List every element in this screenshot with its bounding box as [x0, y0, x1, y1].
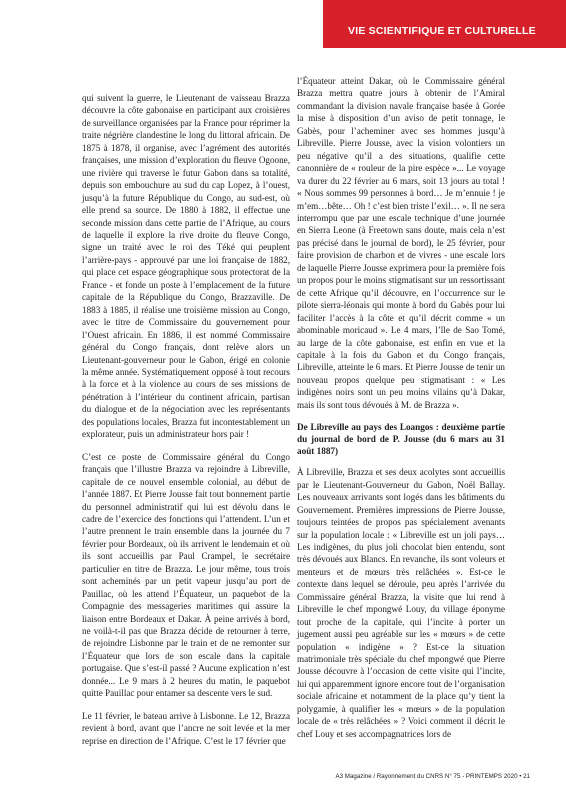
- paragraph: À Libreville, Brazza et ses deux acolytes sont accueillis par le Lieutenant-Gouverneur du Gabon, Noël Ballay. Les nouveaux arrivants sont logés dans les bâtiments du Gouvernement. Premières impressions de Pierre Jousse, toujours teintées de propos pas spécialement avenants sur la population locale : « Libreville est un joli pays… Les indigènes, du plus joli chocolat bien entendu, sont très dévoués aux Blancs. En revanche, ils sont voleurs et menteurs et de mœurs très relâchées ». Est-ce le contexte dans lequel se déroule, peu après l’arrivée du Commissaire général Brazza, la visite que lui rend à Libreville le chef mpongwé Louy, du village éponyme tout proche de la capitale, qui l’incite à porter un jugement aussi peu agréable sur les « mœurs » de cette population « indigène » ? Est-ce la situation matrimoniale très spéciale du chef mpongwé que Pierre Jousse découvre à l’occasion de cette visite qui l’incite, lui qui apparemment ignore encore tout de l’organisation sociale africaine et notamment de la place qu’y tient la polygamie, à qualifier les « mœurs » de la population locale de « très relâchées » ? Voici comment il décrit le chef Louy et ses accompagnatrices lors de: [297, 467, 505, 739]
- footer-text: A3 Magazine / Rayonnement du CNRS N° 75 - PRINTEMPS 2020 • 21: [335, 773, 530, 780]
- page-footer: [336, 773, 530, 780]
- paragraph: l’Équateur atteint Dakar, où le Commissaire général Brazza mettra quatre jours à obtenir de l’Amiral commandant la division navale française basée à Gorée la mise à disposition d’un aviso de petit tonnage, le Gabès, pour l’acheminer avec ses hommes jusqu’à Libreville. Pierre Jousse, avec la vision volontiers un peu négative qu’il a des situations, qualifie cette canonnière de « rouleur de la pire espèce »... Le voyage va durer du 22 février au 6 mars, soit 13 jours au total ! « Nous sommes 99 personnes à bord… Je m’ennuie ! je m’em…bête… Oh ! c’est bien triste l’exil… ». Il ne sera interrompu que par une escale technique d’une journée en Sierra Leone (à Freetown sans doute, mais cela n’est pas précisé dans le journal de bord), le 25 février, pour faire provision de charbon et de vivres - une escale lors de laquelle Pierre Jousse exprimera pour la première fois un propos pour le moins stigmatisant sur un ressortissant de cette Afrique qu’il découvre, en l’occurrence sur le pilote sierra-léonais qui monte à bord du Gabès pour lui faciliter l’accès à la côte et qu’il décrit comme « un abominable moricaud ». Le 4 mars, l’île de Sao Tomé, au large de la côte gabonaise, est enfin en vue et la capitale à la fois du Gabon et du Congo français, Libreville, atteinte le 6 mars. Et Pierre Jousse de tenir un nouveau propos quelque peu stigmatisant : « Les indigènes noirs sont un peu moins vilains qu’à Dakar, mais ils sont tous dévoués à M. de Brazza ».: [297, 76, 505, 410]
- right-column: [297, 75, 505, 750]
- paragraph: C’est ce poste de Commissaire général du Congo français que l’illustre Brazza va rejoindre à Libreville, capitale de ce nouvel ensemble colonial, au début de l’année 1887. Et Pierre Jousse fait tout bonnement partie du personnel administratif qui lui est dévolu dans le cadre de l’exercice des fonctions qui l’attendent. L’un et l’autre prennent le train ensemble dans la journée du 7 février pour Bordeaux, où ils arrivent le lendemain et où ils sont accueillis par Paul Crampel, le secrétaire particulier en titre de Brazza. Le jour même, tous trois sont acheminés par un petit vapeur jusqu’au port de Pauillac, où les attend l’Équateur, un paquebot de la Compagnie des messageries maritimes qui assure la liaison entre Bordeaux et Dakar. À peine arrivés à bord, ne voilà-t-il pas que Brazza décide de retourner à terre, de rejoindre Lisbonne par le train et de ne remonter sur l’Équateur que lors de son escale dans la capitale portugaise. Que s’est-il passé ? Aucune explication n’est donnée... Le 9 mars à 2 heures du matin, le paquebot quitte Pauillac pour entamer sa descente vers le sud.: [82, 451, 290, 699]
- paragraph: Le 11 février, le bateau arrive à Lisbonne. Le 12, Brazza revient à bord, avant que l’ancre ne soit levée et la mer reprise en direction de l’Afrique. C’est le 17 février que: [82, 710, 290, 746]
- section-heading: De Libreville au pays des Loangos : deuxième partie du journal de bord de P. Jousse (du 6 mars au 31 août 1887): [297, 422, 505, 457]
- left-column: [82, 92, 290, 757]
- paragraph: qui suivent la guerre, le Lieutenant de vaisseau Brazza découvre la côte gabonaise en participant aux croisières de surveillance organisées par la France pour réprimer la traite négrière clandestine le long du littoral africain. De 1875 à 1878, il organise, avec l’agrément des autorités françaises, une mission d’exploration du fleuve Ogoone, une rivière qui traverse le futur Gabon dans sa totalité, depuis son embouchure au sud du cap Lopez, à l’ouest, jusqu’à la future République du Congo, au sud-est, où elle prend sa source. De 1880 à 1882, il effectue une seconde mission dans cette partie de l’Afrique, au cours de laquelle il explore la rive droite du fleuve Congo, signe un traité avec le roi des Téké qui peuplent l’arrière-pays - approuvé par une loi française de 1882, qui place cet espace géographique sous protectorat de la France - et fonde un poste à l’emplacement de la future capitale de la République du Congo, Brazzaville. De 1883 à 1885, il réalise une troisième mission au Congo, avec le titre de Commissaire du gouvernement pour l’Ouest africain. En 1886, il est nommé Commissaire général du Congo français, dont relève alors un Lieutenant-gouverneur pour le Gabon, érigé en colonie la même année. Systématiquement opposé à tout recours à la force et à la violence au cours de ses missions de pénétration à l’intérieur du continent africain, partisan du dialogue et de la négociation avec les représentants des populations locales, Brazza fut incontestablement un explorateur, puis un administrateur hors pair !: [82, 93, 290, 440]
- section-title: VIE SCIENTIFIQUE ET CULTURELLE: [348, 25, 536, 37]
- section-header-band: [323, 0, 566, 48]
